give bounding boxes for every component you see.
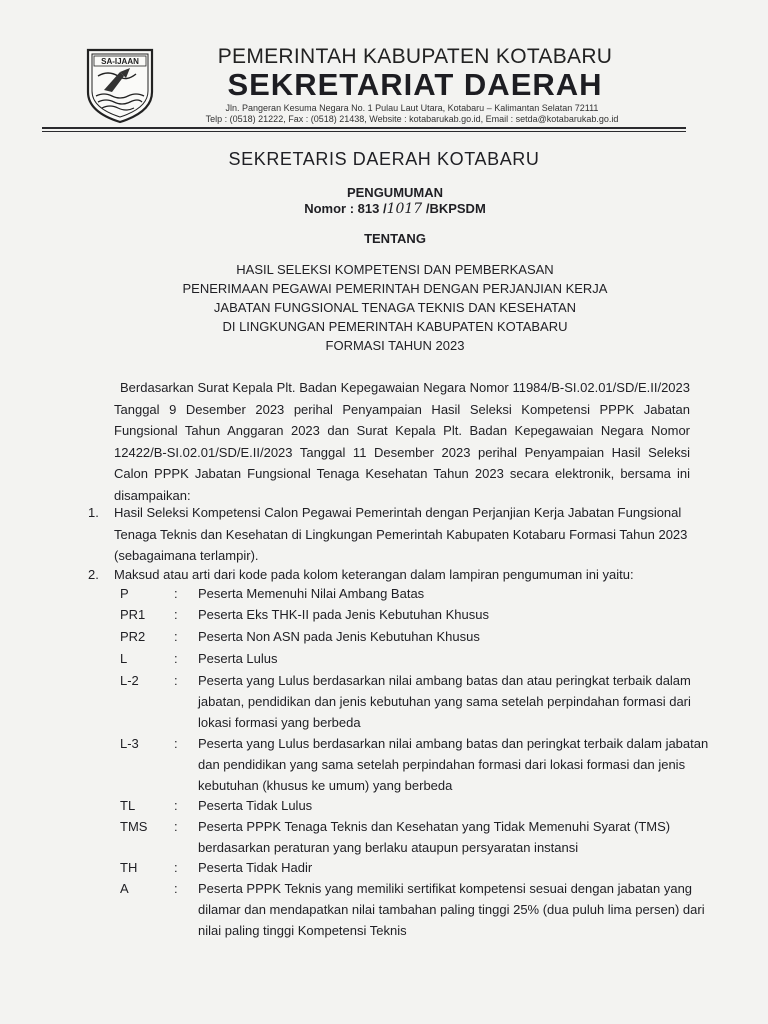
announcement-number [0,201,768,217]
logo-text: SA-IJAAN [101,57,139,66]
letterhead-divider [42,127,686,132]
number-prefix: Nomor : 813 / [304,201,387,216]
number-handwritten: 1017 [386,201,423,217]
number-suffix: /BKPSDM [422,201,486,216]
code-colon: : [174,798,178,813]
announcement-title: PENGUMUMAN [346,185,444,200]
code-label: P [120,586,129,601]
list-item-text: Maksud atau arti dari kode pada kolom keterangan dalam lampiran pengumuman ini yaitu: [114,567,634,582]
code-description: Peserta PPPK Teknis yang memiliki sertifikat kompetensi sesuai dengan jabatan yang dilamar dan mendapatkan nilai tambahan paling tinggi 25% (dua puluh lima persen) dari nilai paling tinggi Kompetensi Teknis [198,881,705,938]
code-description: Peserta Memenuhi Nilai Ambang Batas [198,586,425,601]
announcement-subject [0,260,768,355]
code-colon: : [174,607,178,622]
code-colon: : [174,673,178,688]
code-description: Peserta Tidak Lulus [198,798,313,813]
code-description: Peserta Lulus [198,651,278,666]
letterhead-address-block [170,103,654,125]
code-colon: : [174,881,178,896]
subject-line: DI LINGKUNGAN PEMERINTAH KABUPATEN KOTABARU [222,319,568,334]
subject-line: FORMASI TAHUN 2023 [325,338,465,353]
code-description: Peserta Eks THK-II pada Jenis Kebutuhan Khusus [198,607,489,622]
letterhead-address: Jln. Pangeran Kesuma Negara No. 1 Pulau Laut Utara, Kotabaru – Kalimantan Selatan 72111 [225,103,599,113]
code-description: Peserta yang Lulus berdasarkan nilai ambang batas dan atau peringkat terbaik dalam jabatan, pendidikan dan jenis kebutuhan yang sama setelah perpindahan formasi dari lokasi formasi yang berbeda [198,673,691,730]
code-colon: : [174,860,178,875]
code-colon: : [174,736,178,751]
subject-line: JABATAN FUNGSIONAL TENAGA TEKNIS DAN KESEHATAN [213,300,577,315]
opening-paragraph: Berdasarkan Surat Kepala Plt. Badan Kepegawaian Negara Nomor 11984/B-SI.02.01/SD/E.II/2023 Tanggal 9 Desember 2023 perihal Penyampaian Hasil Seleksi Kompetensi PPPK Jabatan Fungsional Tahun Anggaran 2023 dan Surat Kepala Plt. Badan Kepegawaian Negara Nomor 12422/B-SI.02.01/SD/E.II/2023 Tanggal 11 Desember 2023 perihal Penyampaian Hasil Seleksi Calon PPPK Jabatan Fungsional Tenaga Kesehatan Tahun 2023 secara elektronik, bersama ini disampaikan: [114,380,690,503]
issuer-title: SEKRETARIS DAERAH KOTABARU [228,149,540,169]
tentang-heading: TENTANG [364,231,426,246]
list-item-text: Hasil Seleksi Kompetensi Calon Pegawai Pemerintah dengan Perjanjian Kerja Jabatan Fungsional Tenaga Teknis dan Kesehatan di Lingkungan Pemerintah Kabupaten Kotabaru Formasi Tahun 2023 (sebagaimana terlampir). [114,505,688,563]
code-colon: : [174,629,178,644]
code-description: Peserta Non ASN pada Jenis Kebutuhan Khusus [198,629,480,644]
kotabaru-logo [84,46,156,124]
code-label: A [120,881,129,896]
code-label: PR2 [120,629,146,644]
code-label: L-2 [120,673,139,688]
code-description: Peserta PPPK Tenaga Teknis dan Kesehatan yang Tidak Memenuhi Syarat (TMS) berdasarkan peraturan yang berlaku ataupun persyaratan instansi [198,819,671,855]
code-label: TMS [120,819,148,834]
list-item-number: 1. [88,505,99,520]
code-label: L-3 [120,736,139,751]
code-colon: : [174,651,178,666]
subject-line: PENERIMAAN PEGAWAI PEMERINTAH DENGAN PERJANJIAN KERJA [182,281,608,296]
code-colon: : [174,819,178,834]
code-label: TL [120,798,136,813]
subject-line: HASIL SELEKSI KOMPETENSI DAN PEMBERKASAN [236,262,554,277]
code-description: Peserta Tidak Hadir [198,860,313,875]
code-label: TH [120,860,138,875]
code-colon: : [174,586,178,601]
letterhead-contact: Telp : (0518) 21222, Fax : (0518) 21438, Website : kotabarukab.go.id, Email : setda@kotabarukab.go.id [205,114,619,124]
code-label: PR1 [120,607,146,622]
letterhead-office: SEKRETARIAT DAERAH [227,67,603,102]
list-item-number: 2. [88,567,99,582]
letterhead-government: PEMERINTAH KABUPATEN KOTABARU [217,45,613,68]
code-label: L [120,651,128,666]
code-description: Peserta yang Lulus berdasarkan nilai ambang batas dan peringkat terbaik dalam jabatan dan pendidikan yang sama setelah perpindahan formasi dari lokasi formasi dan jenis kebutuhan (khusus ke umum) yang berbeda [198,736,709,793]
